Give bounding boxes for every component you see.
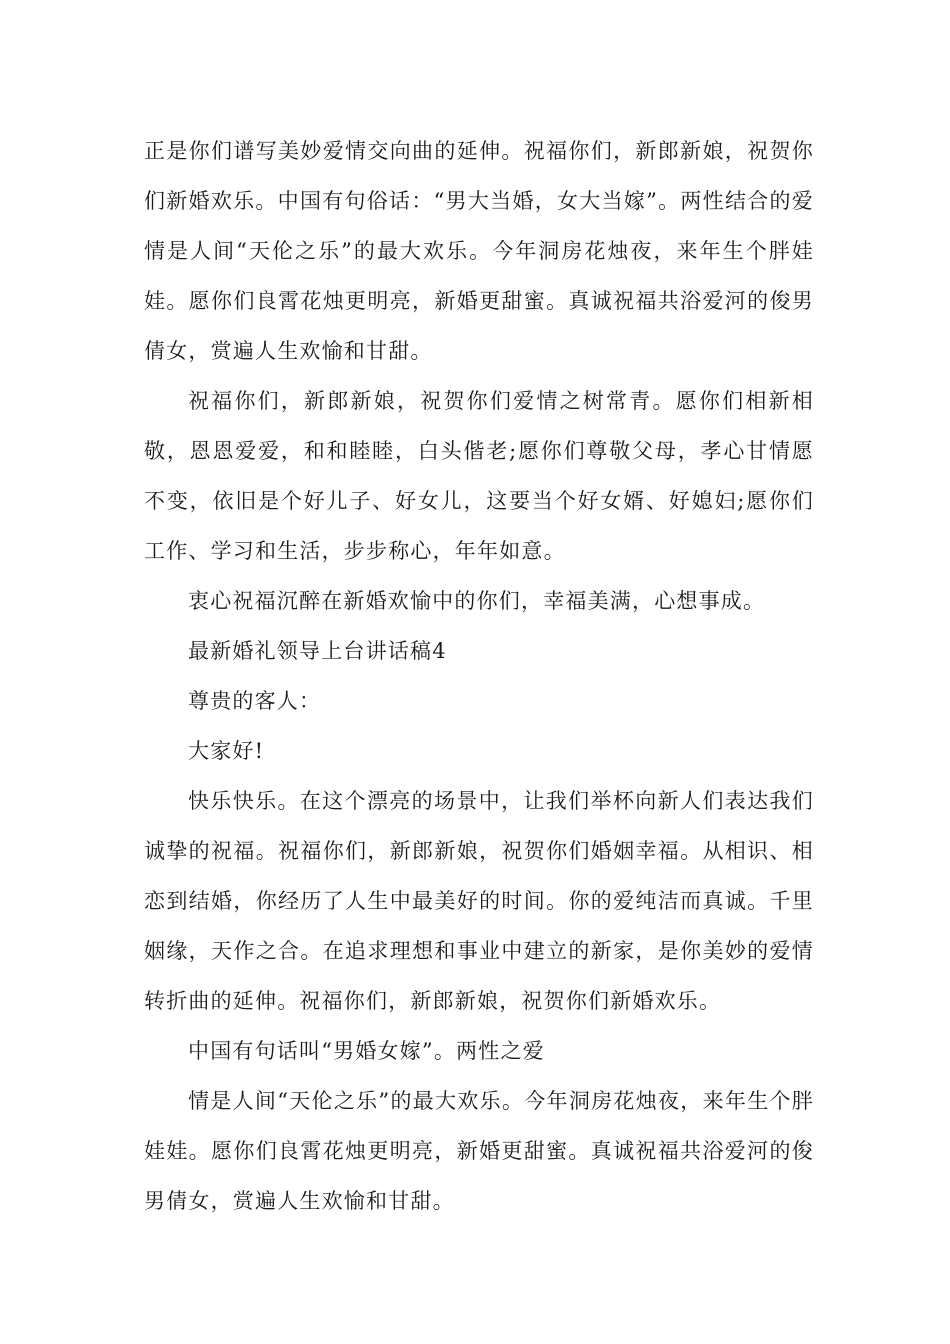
paragraph-continuation: 正是你们谱写美妙爱情交向曲的延伸。祝福你们，新郎新娘，祝贺你们新婚欢乐。中国有句俗话：“男大当婚，女大当嫁”。两性结合的爱情是人间“天伦之乐”的最大欢乐。今年洞房花烛夜，来年生个胖娃娃。愿你们良霄花烛更明亮，新婚更甜蜜。真诚祝福共浴爱河的俊男倩女，赏遍人生欢愉和甘甜。 bbox=[144, 139, 814, 363]
salutation: 尊贵的客人： bbox=[188, 689, 322, 713]
document-body bbox=[144, 126, 814, 1226]
paragraph-toast: 快乐快乐。在这个漂亮的场景中，让我们举杯向新人们表达我们诚挚的祝福。祝福你们，新郎新娘，祝贺你们婚姻幸福。从相识、相恋到结婚，你经历了人生中最美好的时间。你的爱纯洁而真诚。千里姻缘，天作之合。在追求理想和事业中建立的新家，是你美妙的爱情转折曲的延伸。祝福你们，新郎新娘，祝贺你们新婚欢乐。 bbox=[144, 789, 814, 1013]
paragraph-sincere-blessing: 衷心祝福沉醉在新婚欢愉中的你们，幸福美满，心想事成。 bbox=[188, 589, 766, 613]
greeting: 大家好! bbox=[188, 739, 265, 763]
paragraph-blessing-love-tree: 祝福你们，新郎新娘，祝贺你们爱情之树常青。愿你们相新相敬，恩恩爱爱，和和睦睦，白头偕老;愿你们尊敬父母，孝心甘情愿不变，依旧是个好儿子、好女儿，这要当个好女婿、好媳妇;愿你们工作、学习和生活，步步称心，年年如意。 bbox=[144, 389, 814, 563]
section-heading: 最新婚礼领导上台讲话稿4 bbox=[188, 639, 447, 663]
paragraph-proverb: 中国有句话叫“男婚女嫁”。两性之爱 bbox=[188, 1039, 545, 1063]
paragraph-closing: 情是人间“天伦之乐”的最大欢乐。今年洞房花烛夜，来年生个胖娃娃。愿你们良霄花烛更明亮，新婚更甜蜜。真诚祝福共浴爱河的俊男倩女，赏遍人生欢愉和甘甜。 bbox=[144, 1089, 814, 1213]
